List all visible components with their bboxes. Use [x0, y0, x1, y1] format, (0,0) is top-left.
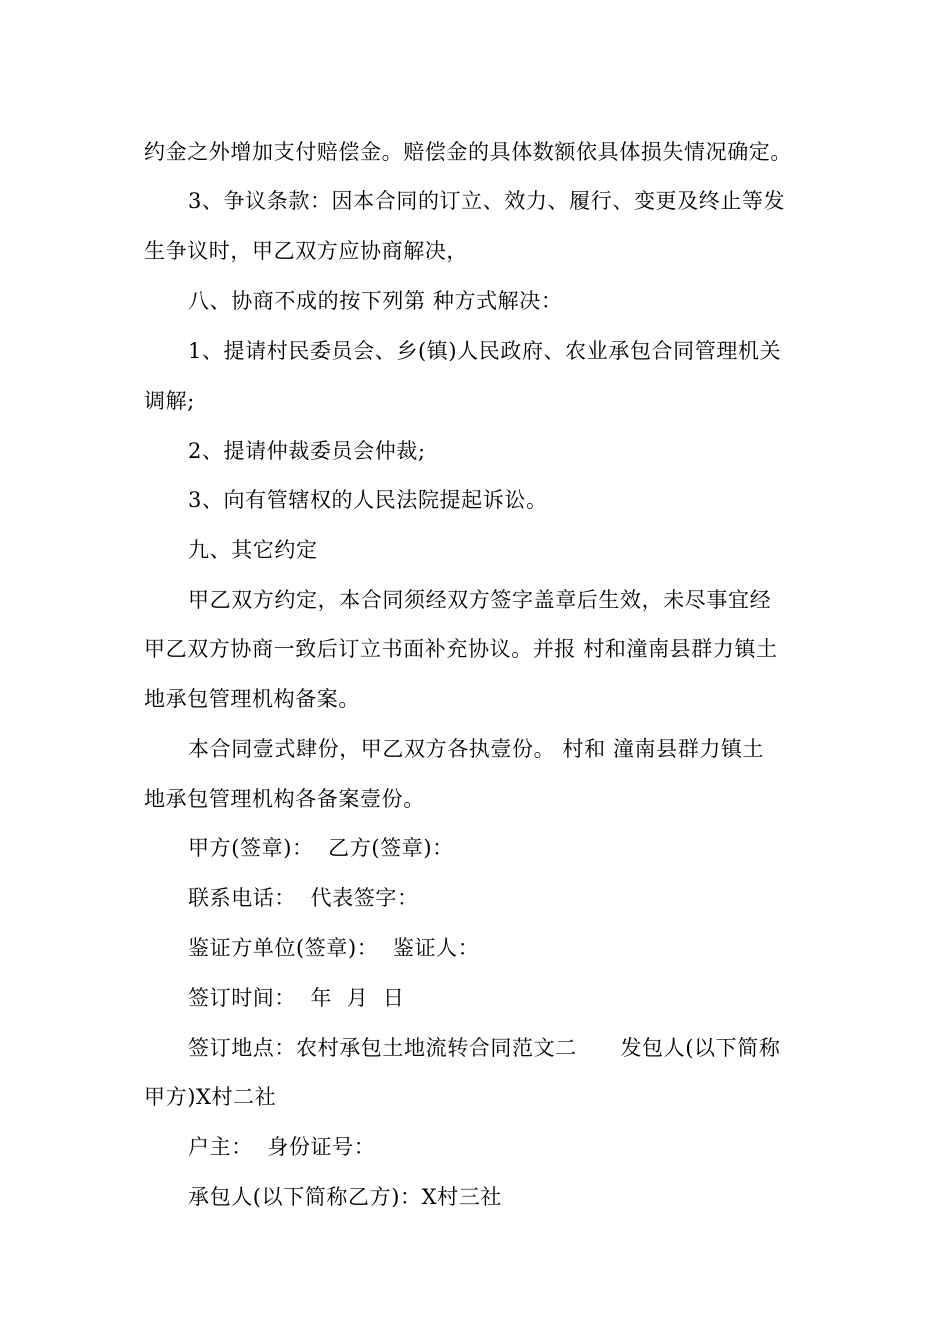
text-line-19: 签订地点：农村承包土地流转合同范文二 发包人(以下简称 — [188, 1036, 781, 1060]
text-line-4: 八、协商不成的按下列第 种方式解决： — [188, 289, 563, 313]
text-line-17: 鉴证方单位(签章)： 鉴证人： — [188, 936, 480, 960]
text-line-6: 调解; — [144, 389, 195, 413]
text-line-5: 1、提请村民委员会、乡(镇)人民政府、农业承包合同管理机关 — [188, 339, 782, 363]
text-line-11: 甲乙双方协商一致后订立书面补充协议。并报 村和潼南县群力镇土 — [144, 637, 778, 661]
text-line-10: 甲乙双方约定，本合同须经双方签字盖章后生效，未尽事宜经 — [188, 588, 772, 612]
text-line-18: 签订时间： 年 月 日 — [188, 986, 405, 1010]
text-line-15: 甲方(签章)： 乙方(签章)： — [188, 836, 454, 860]
text-line-2: 3、争议条款：因本合同的订立、效力、履行、变更及终止等发 — [188, 189, 786, 213]
text-line-20: 甲方)X村二社 — [144, 1085, 277, 1109]
text-line-8: 3、向有管辖权的人民法院提起诉讼。 — [188, 488, 548, 512]
text-line-13: 本合同壹式肆份，甲乙双方各执壹份。 村和 潼南县群力镇土 — [188, 737, 765, 761]
text-line-7: 2、提请仲裁委员会仲裁; — [188, 439, 426, 463]
text-line-16: 联系电话： 代表签字： — [188, 886, 419, 910]
text-line-9: 九、其它约定 — [188, 538, 318, 562]
text-line-14: 地承包管理机构各备案壹份。 — [144, 787, 425, 811]
text-line-21: 户主： 身份证号： — [188, 1135, 376, 1159]
text-line-1: 约金之外增加支付赔偿金。赔偿金的具体数额依具体损失情况确定。 — [144, 140, 792, 164]
text-line-12: 地承包管理机构备案。 — [144, 687, 360, 711]
text-line-22: 承包人(以下简称乙方)：X村三社 — [188, 1185, 502, 1209]
text-line-3: 生争议时，甲乙双方应协商解决， — [144, 239, 468, 263]
